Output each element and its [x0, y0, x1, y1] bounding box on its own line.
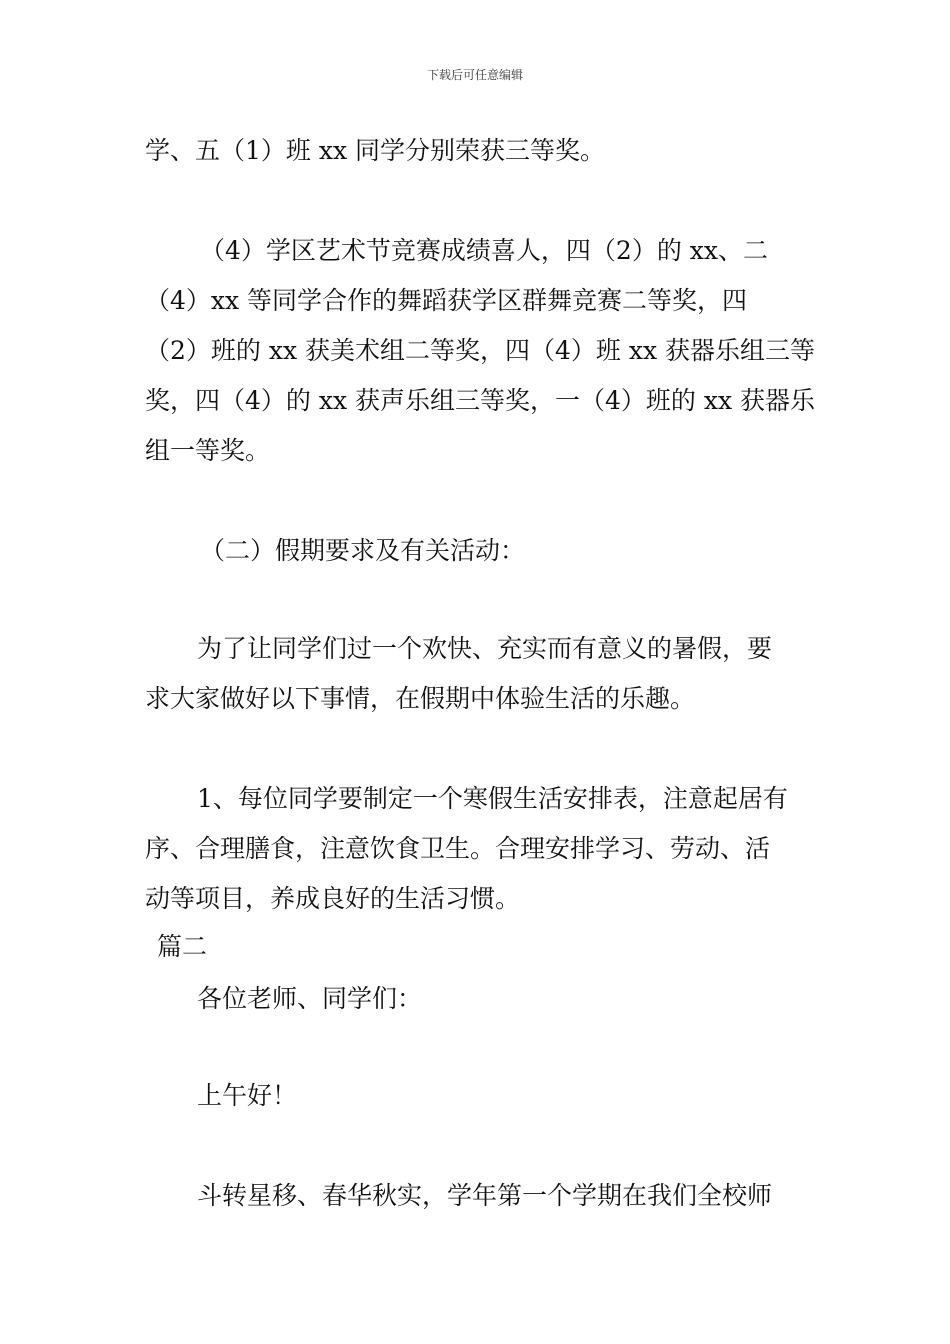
- body-line: 奖，四（4）的 xx 获声乐组三等奖，一（4）班的 xx 获器乐: [145, 386, 815, 415]
- body-line: （4）学区艺术节竞赛成绩喜人，四（2）的 xx、二: [200, 236, 768, 265]
- body-line: 序、合理膳食，注意饮食卫生。合理安排学习、劳动、活: [145, 834, 771, 863]
- page-header-note: 下载后可任意编辑: [426, 68, 523, 82]
- section-heading: （二）假期要求及有关活动：: [200, 536, 526, 565]
- body-line: 学、五（1）班 xx 同学分别荣获三等奖。: [145, 136, 605, 165]
- salutation: 各位老师、同学们：: [197, 984, 423, 1013]
- body-line: 动等项目，养成良好的生活习惯。: [145, 884, 521, 913]
- body-line: （4）xx 等同学合作的舞蹈获学区群舞竞赛二等奖，四: [145, 286, 748, 315]
- body-line: 斗转星移、春华秋实，学年第一个学期在我们全校师: [197, 1181, 773, 1210]
- body-line: 为了让同学们过一个欢快、充实而有意义的暑假，要: [197, 634, 773, 663]
- body-line: 求大家做好以下事情，在假期中体验生活的乐趣。: [145, 684, 696, 713]
- body-line: 1、每位同学要制定一个寒假生活安排表，注意起居有: [197, 784, 788, 813]
- body-line: 组一等奖。: [145, 436, 271, 465]
- section-title: 篇二: [157, 932, 208, 961]
- greeting: 上午好！: [197, 1081, 298, 1110]
- body-line: （2）班的 xx 获美术组二等奖，四（4）班 xx 获器乐组三等: [145, 336, 815, 365]
